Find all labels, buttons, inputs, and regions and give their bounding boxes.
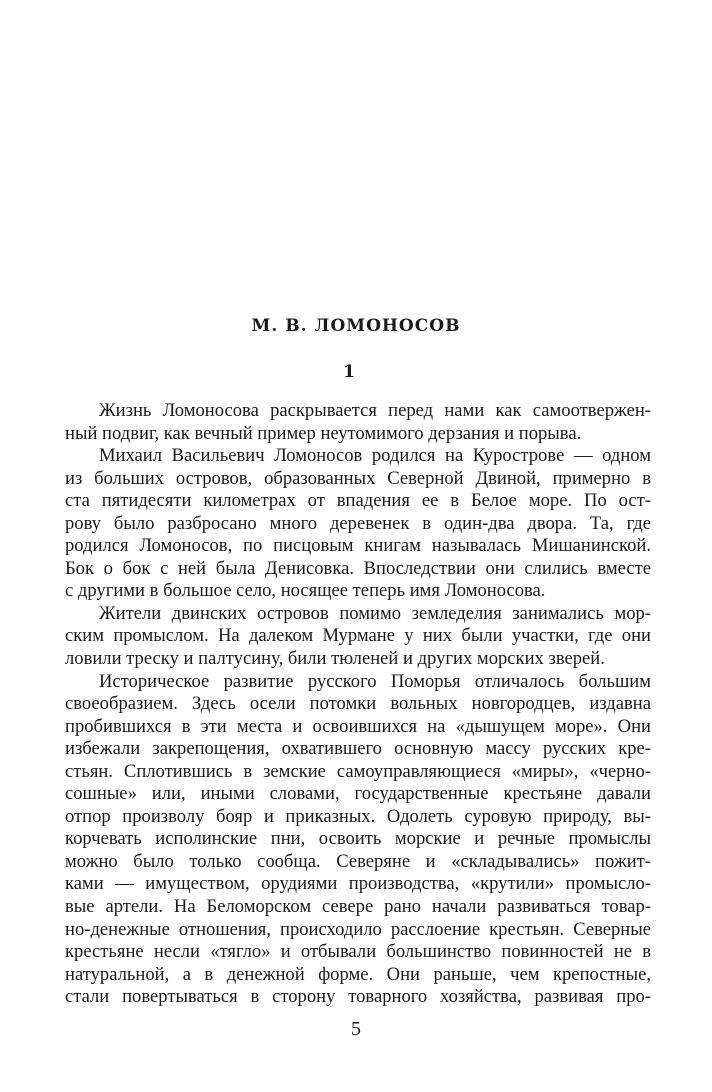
text-line: ловили треску и палтусину, били тюленей и других морских зверей. — [65, 648, 605, 670]
text-line: ста пятидесяти километрах от впадения ее в Белое море. По ост- — [65, 490, 651, 512]
chapter-title: М. В. ЛОМОНОСОВ — [251, 316, 461, 336]
text-line: отпор произволу бояр и приказных. Одолеть суровую природу, вы- — [65, 805, 651, 827]
page-number: 5 — [351, 1018, 361, 1040]
text-line: ками — имуществом, орудиями производства, «крутили» промысло- — [65, 873, 651, 895]
text-line: родился Ломоносов, по писцовым книгам называлась Мишанинской. — [65, 535, 651, 557]
text-line: ским промыслом. На далеком Мурмане у них были участки, где они — [65, 625, 651, 647]
text-line: своеобразием. Здесь осели потомки вольных новгородцев, издавна — [65, 693, 651, 715]
text-line: стьян. Сплотившись в земские самоуправляющиеся «миры», «черно- — [65, 760, 651, 782]
text-line: рову было разбросано много деревенек в один-два двора. Та, где — [65, 512, 651, 534]
text-line: крестьяне несли «тягло» и отбывали большинство повинностей не в — [65, 941, 651, 963]
text-line: Бок о бок с ней была Денисовка. Впоследствии они слились вместе — [65, 557, 651, 579]
text-line: можно было только сообща. Северяне и «складывались» пожит- — [65, 850, 651, 872]
text-line: вые артели. На Беломорском севере рано начали развиваться товар- — [65, 896, 651, 918]
text-line: но-денежные отношения, происходило расслоение крестьян. Северные — [65, 918, 651, 940]
text-line: Историческое развитие русского Поморья отличалось большим — [99, 670, 651, 692]
text-line: стали повертываться в сторону товарного хозяйства, развивая про- — [65, 986, 651, 1008]
text-line: с другими в большое село, носящее теперь имя Ломоносова. — [65, 580, 546, 602]
section-number: 1 — [343, 362, 355, 382]
text-line: натуральной, а в денежной форме. Они раньше, чем крепостные, — [65, 963, 651, 985]
text-line: Жители двинских островов помимо земледелия занимались мор- — [99, 602, 651, 624]
text-line: избежали закрепощения, охватившего основную массу русских кре- — [65, 738, 651, 760]
text-line: Жизнь Ломоносова раскрывается перед нами как самоотвержен- — [99, 400, 651, 421]
text-line: пробившихся в эти места и освоившихся на «дышущем море». Они — [65, 715, 651, 737]
body-text — [65, 400, 651, 1009]
text-line: из больших островов, образованных Северной Двиной, примерно в — [65, 467, 651, 489]
text-line: сошные» или, иными словами, государственные крестьяне давали — [65, 783, 651, 805]
text-line: ный подвиг, как вечный пример неутомимого дерзания и порыва. — [65, 422, 582, 444]
text-line: Михаил Васильевич Ломоносов родился на Куростровe — одном — [99, 445, 651, 467]
text-line: корчевать исполинские пни, освоить морские и речные промыслы — [65, 828, 651, 850]
